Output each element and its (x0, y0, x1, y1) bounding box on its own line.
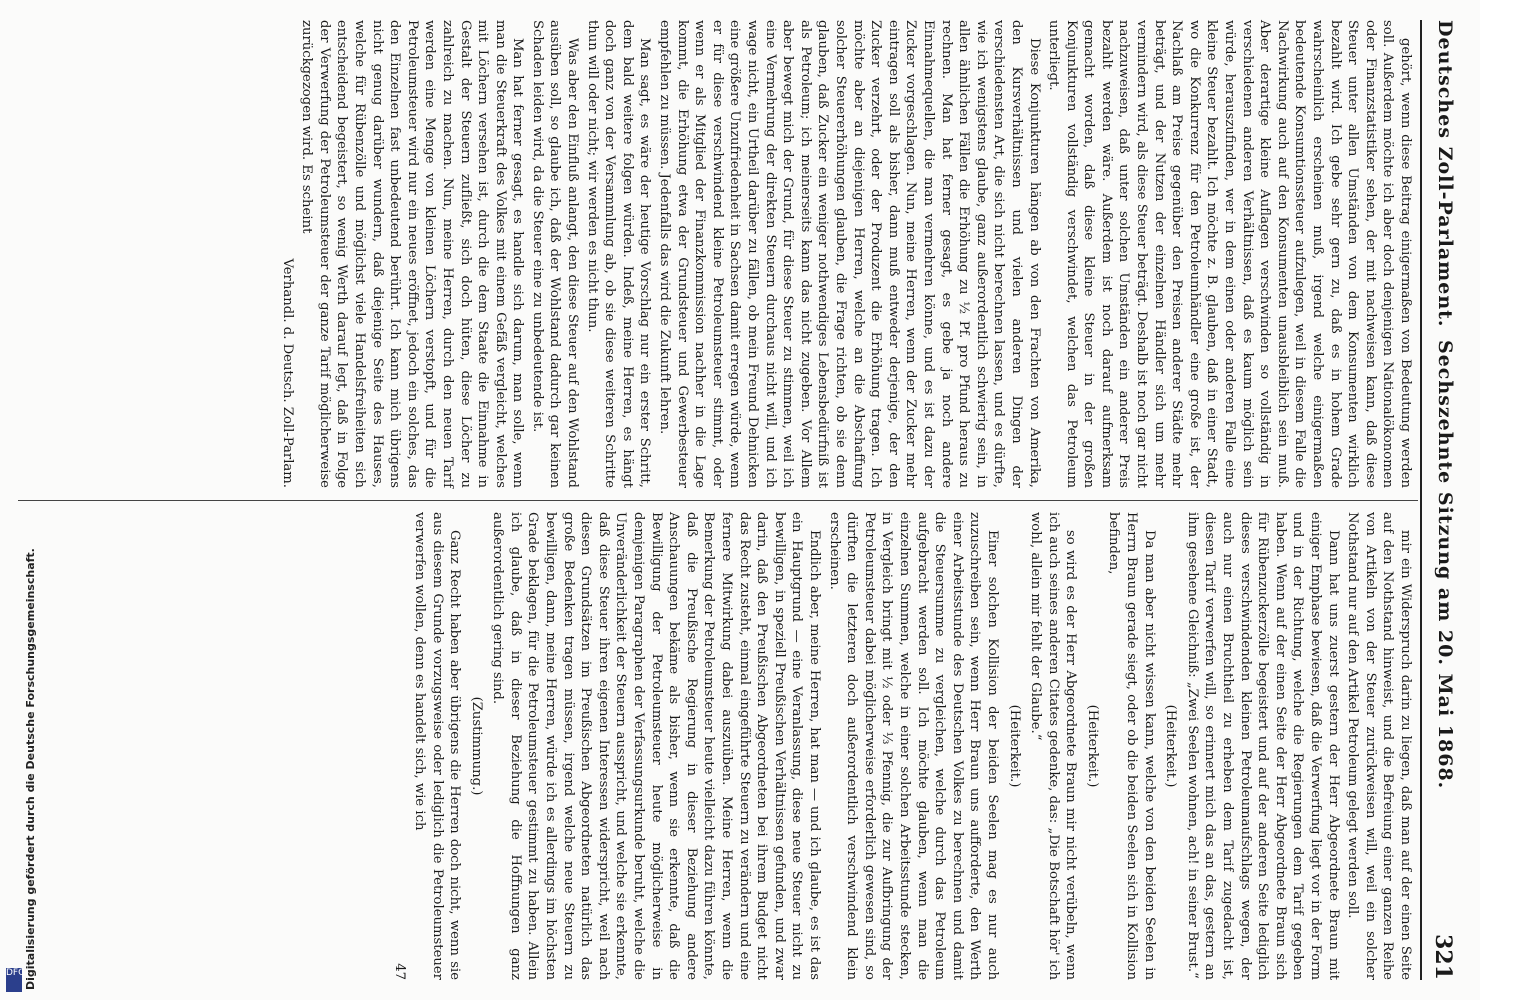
signature-line: Verhandl. d. Deutsch. Zoll-Parlam. (279, 258, 295, 488)
interjection: (Heiterkeit.) (1163, 704, 1179, 788)
paragraph: mir ein Widerspruch darin zu liegen, daß man auf der einen Seite auf den Nothstand hinweist, und die Befreiung einer ganzen Reihe von Artikeln von der Steuer zurückweisen will, weil ein solcher Nothstand nur auf den Artikel Petroleum gelegt werden soll. (1345, 512, 1413, 980)
paragraph: Ganz Recht haben aber übrigens die Herren doch nicht, wenn sie aus diesem Grunde vorzugsweise oder lediglich die Petroleumsteuer verwerfen wollen, denn es handelt sich, wie ich (411, 512, 463, 980)
paragraph: Man hat ferner gesagt, es handle sich darum, man solle, wenn man die Steuerkraft des Volkes mit einem Gefäß vergleicht, welches mit Löchern versehen ist, durch die dem Staate die Einnahme in Gestalt der Steuern zufließt, sich doch hüten, diese Löcher zu zahlreich zu machen. Nun, meine Herren, durch den neuen Tarif werden eine Menge von kleinen Löchern verstopft, und für die Petroleumsteuer wird nur ein neues eröffnet, jedoch ein solches, das den Einzelnen fast unbedeutend berührt. Ich kann mich übrigens nicht genug darüber wundern, daß diejenige Seite des Hauses, welche für Rübenzölle und möglichst viele Handelsfreiheiten sich entscheidend begeistert, so wenig Werth darauf legt, daß in Folge der Verwerfung der Petroleumsteuer der ganze Tarif möglicherweise zurückgezogen wird. Es scheint (299, 20, 526, 488)
paragraph: Diese Konjunkturen hängen ab von den Frachten von Amerika, den Kursverhältnissen und vielen anderen Dingen der verschiedensten Art, die sich nicht berechnen lassen, und es dürfte, wie ich wenigstens glaube, ganz außerordentlich schwierig sein, in allen ähnlichen Fällen die Erhöhung zu ½ Pf. pro Pfund heraus zu rechnen. Man hat ferner gesagt, es gebe ja noch andere Einnahmequellen, die man vermehren könne, und es ist dazu der Zucker vorgeschlagen. Nun, meine Herren, wenn der Zucker mehr eintragen soll als bisher, dann muß entweder derjenige, der den Zucker verzehrt, oder der Produzent die Erhöhung tragen. Ich möchte aber an diejenigen Herren, welche an die Abschaffung solcher Steuererhöhungen glauben, die Frage richten, ob sie denn glauben, daß Zucker ein weniger nothwendiges Lebensbedürfniß ist als Petroleum; ich meinerseits kann das nicht zugeben. Vor Allem aber bewegt mich der Grund, für diese Steuer zu stimmen, weil ich eine Vermehrung der direkten Steuern durchaus nicht will, und ich wage nicht, ein Urtheil darüber zu fällen, ob mein Freund Dehnicken eine größere Unzufriedenheit in Sachsen damit erregen würde, wenn er für diese verschwindend kleine Petroleumsteuer stimmt, oder wenn er als Mitglied der Finanzkommission nachher in die Lage kommt, die Erhöhung etwa der Grundsteuer und Gewerbesteuer empfehlen zu müssen. Jedenfalls das wird die Zukunft lehren. (657, 20, 1042, 488)
paragraph: Einer solchen Kollision der beiden Seelen mag es nur auch zuzuschreiben sein, wenn Herr Braun uns aufforderte, den Werth einer Arbeitsstunde des Deutschen Volkes zu berechnen und damit die Steuersumme zu vergleichen, welche durch das Petroleum aufgebracht werden soll. Ich möchte glauben, wenn man die einzelnen Summen, welche in einer solchen Arbeitsstunde stecken, in Vergleich bringt mit ½ oder ⅓ Pfennig, die zur Aufbringung der Petroleumsteuer dabei möglicherweise erforderlich gewesen sind, so dürften die letzteren doch außerordentlich verschwindend klein erscheinen. (826, 512, 1000, 980)
interjection: (Zustimmung.) (468, 696, 484, 796)
paragraph: Da man aber nicht wissen kann, welche von den beiden Seelen in Herrn Braun gerade siegt, oder ob die beiden Seelen sich in Kollision befinden, (1106, 512, 1157, 980)
page-header (1422, 20, 1462, 980)
paragraph: gehört, wenn diese Beitrag einigermaßen von Bedeutung werden soll. Außerdem möchte ich aber doch denjenigen Nationalökonomen oder Finanzstatistiker sehen, der mit nachweisen kann, daß diese Steuer unter allen Umständen von dem Konsumenten wirklich bezahlt wird. Ich gebe sehr gern zu, daß es in hohem Grade wahrscheinlich erscheinen muß, irgend welche einigermaßen bedeutende Konsumtionssteuer aufzulegen, weil in diesem Falle die Nachwirkung auch auf den Konsumenten unausbleiblich sein muß. Aber derartige kleine Auflagen verschwinden so vollständig in verschiedenen anderen Verhältnissen, daß es kaum möglich sein würde, herauszufinden, wer in dem einen oder anderen Falle eine kleine Steuer bezahlt. Ich möchte z. B. glauben, daß in einer Stadt, wo die Konkurrenz für den Petroleumhändler eine große ist, der Nachlaß am Preise gegenüber den Preisen anderer Städte mehr beträgt, und der Nutzen der einzelnen Händler sich um mehr vermindern wird, als diese Steuer beträgt. Deshalb ist noch gar nicht nachzuweisen, daß unter solchen Umständen ein anderer Preis bezahlt werden wäre. Außerdem ist noch darauf aufmerksam gemacht worden, daß diese kleine Steuer in der großen Konjunkturen vollständig verschwindet, welchen das Petroleum unterliegt. (1046, 20, 1413, 488)
sheet-number: 47 (392, 963, 408, 980)
dfg-logo: DFG (6, 968, 22, 992)
text-column-right (389, 512, 1414, 980)
credit-text: Digitalisierung gefördert durch die Deutsche Forschungsgemeinschaft. (24, 548, 37, 990)
paragraph: so wird es der Herr Abgeordnete Braun mir nicht verübeln, wenn ich auch seines anderen Citates gedenke, das: „Die Botschaft hör' ich wohl, allein mir fehlt der Glaube.“ (1028, 512, 1079, 980)
text-column-left (276, 20, 1414, 488)
interjection: (Heiterkeit.) (1084, 704, 1100, 788)
journal-title: Deutsches Zoll-Parlament. (1434, 20, 1456, 328)
header-rule (1420, 20, 1422, 980)
paragraph: Endlich aber, meine Herren, hat man — und ich glaube, es ist das ein Hauptgrund — eine Veranlassung, diese neue Steuer nicht zu bewilligen, in speziell Preußischen Verhältnissen gefunden, und zwar darin, daß den Preußischen Abgeordneten bei ihrem Budget nicht das Recht zusteht, einmal eingeführte Steuern zu verändern und eine fernere Mitwirkung dabei auszuüben. Meine Herren, wenn die Bemerkung der Petroleumsteuer heute vielleicht dazu führen könnte, daß die Preußische Regierung in dieser Beziehung andere Anschauungen bekäme als bisher, wenn sie erkennte, daß die Bewilligung der Petroleumsteuer heute möglicherweise in demjenigen Paragraphen der Verfassungsurkunde beruht, welche die Unveränderlichkeit der Steuern ausspricht, und welche sie erkennte, daß diese Steuer ihren eigenen Interessen widerspricht, weil nach diesen Grundsätzen im Preußischen Abgeordneten natürlich das große Bedenken tragen müssen, irgend welche neue Steuern zu bewilligen, dann, meine Herren, würde ich es allerdings im höchsten Grade beklagen, für die Petroleumsteuer gestimmt zu haben. Allein ich glaube, daß in dieser Beziehung die Hoffnungen ganz außerordentlich gering sind. (490, 512, 822, 980)
column-divider (18, 500, 1418, 501)
paragraph: Was aber den Einfluß anlangt, den diese Steuer auf den Wohlstand ausüben soll, so glaube ich, daß der Wohlstand dadurch gar keinen Schaden leiden wird, da die Steuer eine zu unbedeutende ist. (529, 20, 581, 488)
interjection: (Heiterkeit.) (1006, 704, 1022, 788)
page-number: 321 (1430, 934, 1456, 980)
paragraph: Dann hat uns zuerst gestern der Herr Abgeordnete Braun mit einiger Emphase bewiesen, daß die Verwerfung liegt vor in der Form und in der Richtung, welche die Regierungen dem Tarif gegeben haben. Wenn auf der einen Seite der Herr Abgeordnete Braun sich für Rübenzuckerzölle begeistert und auf der anderen Seite lediglich dieses verschwindenden kleinen Petroleumaufschlags wegen, der auch nur einen Bruchtheil zu erheben dem Tarif zugedacht ist, diesen Tarif verwerfen will, so erinnert mich das an das, gestern an ihm gesehene Gleichniß: „Zwei Seelen wohnen, ach! in seiner Brust.“ (1184, 512, 1341, 980)
paragraph: Man sagt, es wäre der heutige Vorschlag nur ein erster Schritt, dem bald weitere folgen würden. Indeß, meine Herren, es hängt doch ganz von der Versammlung ab, ob sie diese weiteren Schritte thun will oder nicht; wir werden es nicht thun. (584, 20, 653, 488)
digitization-credit (4, 0, 37, 1000)
session-title: Sechszehnte Sitzung am 20. Mai 1868. (1434, 340, 1456, 790)
